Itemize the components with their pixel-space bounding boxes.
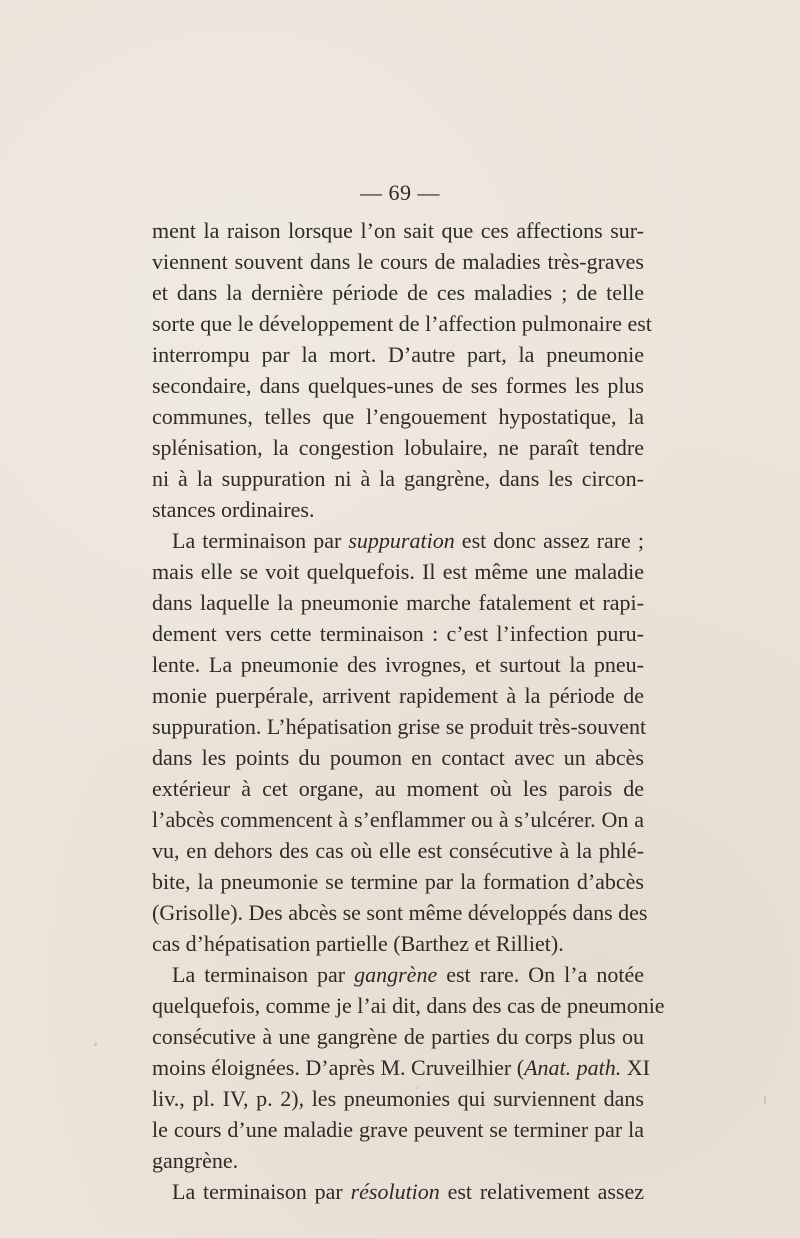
text-line: dans les points du poumon en contact avec un abcès — [152, 745, 644, 770]
text-line: l’abcès commencent à s’enflammer ou à s’ulcérer. On a — [152, 807, 644, 832]
text-line: splénisation, la congestion lobulaire, ne paraît tendre — [152, 435, 644, 460]
text-line: ni à la suppuration ni à la gangrène, dans les circon- — [152, 466, 644, 491]
text-line: sorte que le développement de l’affection pulmonaire est — [152, 311, 652, 336]
text-line: lente. La pneumonie des ivrognes, et surtout la pneu- — [152, 652, 644, 677]
text-line: (Grisolle). Des abcès se sont même développés dans des — [152, 900, 648, 925]
text-line: communes, telles que l’engouement hypostatique, la — [152, 404, 644, 429]
text-line: mais elle se voit quelquefois. Il est même une maladie — [152, 559, 644, 584]
emphasis-text: suppuration — [348, 528, 455, 553]
body-text — [152, 215, 665, 1207]
text-line: interrompu par la mort. D’autre part, la pneumonie — [152, 342, 644, 367]
text-line: secondaire, dans quelques-unes de ses formes les plus — [152, 373, 644, 398]
citation-line — [152, 1052, 650, 1083]
text-line: consécutive à une gangrène de parties du corps plus ou — [152, 1024, 644, 1049]
text-line: ment la raison lorsque l’on sait que ces affections sur- — [152, 218, 644, 243]
text-line: bite, la pneumonie se termine par la formation d’abcès — [152, 869, 644, 894]
paragraph-line-gangrene — [152, 959, 644, 990]
text-line: extérieur à cet organe, au moment où les parois de — [152, 776, 644, 801]
paragraph-line-resolution — [152, 1176, 644, 1207]
text-line: et dans la dernière période de ces maladies ; de telle — [152, 280, 644, 305]
text-fragment: moins éloignées. D’après M. Cruveilhier ( — [152, 1055, 525, 1080]
paper-speck — [94, 1043, 97, 1046]
text-line: monie puerpérale, arrivent rapidement à la période de — [152, 683, 644, 708]
page-number: — 69 — — [360, 180, 440, 205]
text-fragment: est donc assez rare ; — [454, 528, 644, 553]
text-line: dement vers cette terminaison : c’est l’infection puru- — [152, 621, 644, 646]
text-line: liv., pl. IV, p. 2), les pneumonies qui surviennent dans — [152, 1086, 644, 1111]
text-fragment: La terminaison par — [172, 962, 355, 987]
text-line: quelquefois, comme je l’ai dit, dans des cas de pneumonie — [152, 993, 665, 1018]
text-line: suppuration. L’hépatisation grise se produit très-souvent — [152, 714, 647, 739]
text-fragment: est rare. On l’a notée — [437, 962, 644, 987]
citation-title: Anat. path. — [524, 1055, 622, 1080]
text-line: le cours d’une maladie grave peuvent se terminer par la — [152, 1117, 644, 1142]
text-line: gangrène. — [152, 1148, 239, 1173]
text-line: dans laquelle la pneumonie marche fatalement et rapi- — [152, 590, 644, 615]
text-line: cas d’hépatisation partielle (Barthez et Rilliet). — [152, 931, 564, 956]
text-fragment: XI — [621, 1055, 650, 1080]
emphasis-text: gangrène — [354, 962, 438, 987]
text-fragment: est relativement assez — [439, 1179, 644, 1204]
paper-speck — [764, 1096, 766, 1104]
text-line: stances ordinaires. — [152, 497, 315, 522]
text-line: viennent souvent dans le cours de maladies très-graves — [152, 249, 644, 274]
paragraph-line-suppuration — [152, 525, 644, 556]
text-line: vu, en dehors des cas où elle est consécutive à la phlé- — [152, 838, 644, 863]
text-fragment: La terminaison par — [172, 528, 349, 553]
emphasis-text: résolution — [350, 1179, 440, 1204]
paper-speck — [416, 1087, 418, 1089]
text-fragment: La terminaison par — [172, 1179, 351, 1204]
